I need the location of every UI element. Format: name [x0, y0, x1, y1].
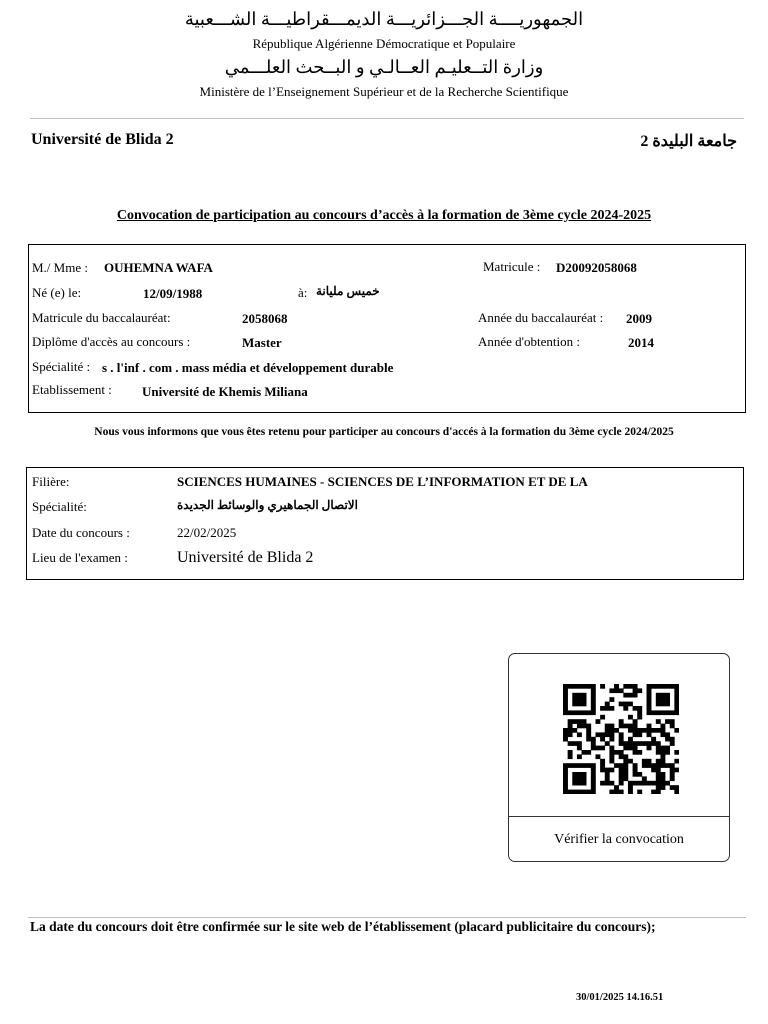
- birth-place-value: خميس مليانة: [316, 284, 380, 298]
- footer-note: La date du concours doit être confirmée sur le site web de l’établissement (placard publicitaire du concours);: [30, 919, 656, 934]
- establishment-label: Etablissement :: [32, 382, 112, 397]
- diploma-value: Master: [242, 335, 282, 350]
- exam-speciality-value: الاتصال الجماهيري والوسائط الجديدة: [177, 498, 358, 512]
- speciality-value: s . l'inf . com . mass média et développement durable: [102, 360, 394, 375]
- diploma-label: Diplôme d'accès au concours :: [32, 334, 191, 349]
- bac-matricule-value: 2058068: [242, 311, 288, 326]
- birth-date-label: Né (e) le:: [32, 285, 82, 300]
- page-title: Convocation de participation au concours d’accès à la formation de 3ème cycle 2024-2025: [116, 208, 652, 223]
- bac-year-label: Année du baccalauréat :: [478, 310, 604, 325]
- header-divider: [30, 118, 744, 119]
- print-timestamp: 30/01/2025 14.16.51: [576, 992, 664, 1003]
- establishment-value: Université de Khemis Miliana: [142, 384, 308, 399]
- republic-french: République Algérienne Démocratique et Populaire: [252, 36, 516, 51]
- birth-place-label: à:: [298, 285, 308, 300]
- republic-arabic: الجمهوريــــة الجـــزائريـــة الديمـــقراطيـــة الشـــعبية: [184, 9, 584, 29]
- obtention-value: 2014: [628, 335, 654, 350]
- qr-code-image[interactable]: [563, 684, 679, 794]
- obtention-label: Année d'obtention :: [478, 334, 580, 349]
- ministry-french: Ministère de l’Enseignement Supérieur et de la Recherche Scientifique: [199, 84, 569, 99]
- birth-date-value: 12/09/1988: [143, 286, 203, 301]
- ministry-arabic: وزارة التــعليـم العــالـي و البــحث العلـــمي: [224, 57, 544, 77]
- verification-card-divider: [509, 816, 729, 817]
- verification-card: [508, 653, 730, 862]
- footer-divider: [28, 917, 746, 918]
- exam-date-label: Date du concours :: [32, 525, 130, 540]
- university-name-ar: جامعة البليدة 2: [640, 133, 737, 150]
- exam-place-value: Université de Blida 2: [177, 549, 314, 566]
- verify-convocation-link[interactable]: Vérifier la convocation: [554, 832, 684, 847]
- matricule-label: Matricule :: [483, 259, 541, 274]
- exam-date-value: 22/02/2025: [177, 525, 237, 540]
- exam-place-label: Lieu de l'examen :: [32, 550, 128, 565]
- candidate-name: OUHEMNA WAFA: [104, 260, 213, 275]
- bac-matricule-label: Matricule du baccalauréat:: [32, 310, 171, 325]
- filiere-label: Filière:: [32, 474, 70, 489]
- university-name-fr: Université de Blida 2: [31, 131, 174, 148]
- filiere-value: SCIENCES HUMAINES - SCIENCES DE L’INFORMATION ET DE LA: [177, 474, 588, 489]
- matricule-value: D20092058068: [556, 260, 637, 275]
- speciality-label: Spécialité :: [32, 359, 91, 374]
- notice-text: Nous vous informons que vous êtes retenu pour participer au concours d'accés à la formation du 3ème cycle 2024/2025: [94, 426, 674, 438]
- bac-year-value: 2009: [626, 311, 652, 326]
- exam-speciality-label: Spécialité:: [32, 499, 87, 514]
- name-label: M./ Mme :: [32, 260, 88, 275]
